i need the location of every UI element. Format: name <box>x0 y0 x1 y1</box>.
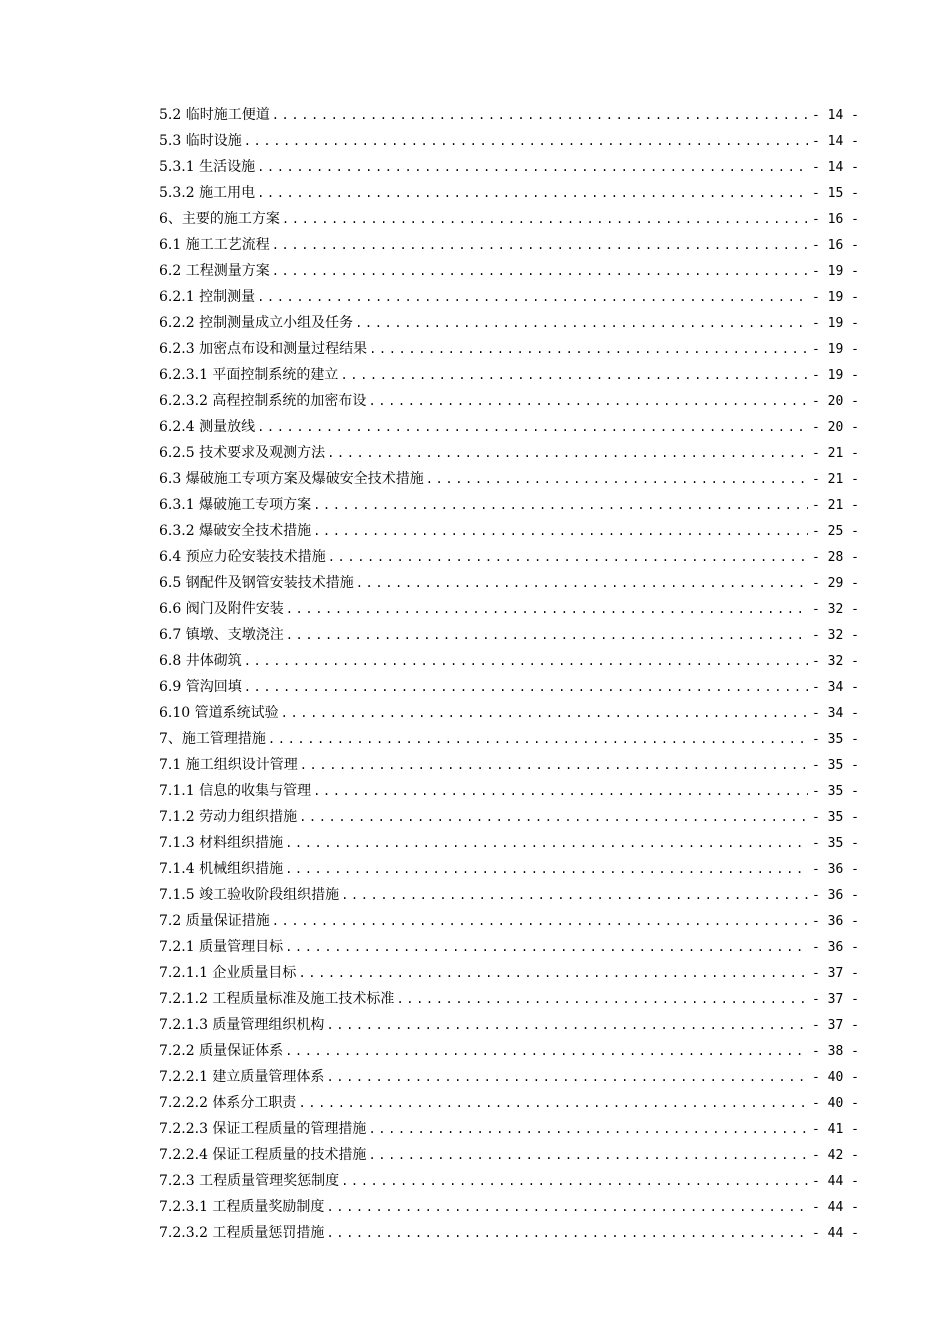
toc-entry-page-number: - 35 - <box>812 836 859 851</box>
toc-dot-leader <box>426 466 808 492</box>
toc-entry-page-number: - 44 - <box>812 1200 859 1215</box>
toc-dot-leader <box>341 882 808 908</box>
toc-dot-leader <box>313 492 808 518</box>
toc-entry-title: 7.1.1 信息的收集与管理 <box>159 783 312 799</box>
toc-dot-leader <box>313 518 808 544</box>
toc-entry[interactable] <box>159 492 859 518</box>
toc-entry[interactable] <box>159 102 859 128</box>
toc-entry-title: 7.2.2.2 体系分工职责 <box>159 1095 297 1111</box>
toc-entry-title: 6.2.5 技术要求及观测方法 <box>159 445 326 461</box>
toc-dot-leader <box>272 232 808 258</box>
toc-dot-leader <box>326 1012 808 1038</box>
toc-entry-title: 7、施工管理措施 <box>159 731 266 747</box>
toc-entry[interactable] <box>159 856 859 882</box>
toc-entry-title: 7.2.2.3 保证工程质量的管理措施 <box>159 1121 367 1137</box>
toc-entry-page-number: - 19 - <box>812 316 859 331</box>
toc-entry-title: 6.3 爆破施工专项方案及爆破安全技术措施 <box>159 471 424 487</box>
toc-entry-page-number: - 19 - <box>812 264 859 279</box>
toc-dot-leader <box>328 544 808 570</box>
toc-dot-leader <box>244 674 808 700</box>
toc-entry-page-number: - 37 - <box>812 1018 859 1033</box>
toc-entry-title: 7.1.4 机械组织措施 <box>159 861 284 877</box>
toc-entry-title: 6.5 钢配件及钢管安装技术措施 <box>159 575 354 591</box>
toc-entry[interactable] <box>159 752 859 778</box>
table-of-contents <box>159 102 859 1246</box>
toc-dot-leader <box>257 414 808 440</box>
toc-entry[interactable] <box>159 1116 859 1142</box>
toc-entry-page-number: - 25 - <box>812 524 859 539</box>
toc-dot-leader <box>272 908 808 934</box>
toc-entry-page-number: - 21 - <box>812 446 859 461</box>
toc-entry[interactable] <box>159 596 859 622</box>
toc-entry-page-number: - 35 - <box>812 732 859 747</box>
toc-entry-page-number: - 34 - <box>812 680 859 695</box>
toc-entry-page-number: - 15 - <box>812 186 859 201</box>
toc-entry-page-number: - 19 - <box>812 290 859 305</box>
toc-entry[interactable] <box>159 908 859 934</box>
toc-entry[interactable] <box>159 622 859 648</box>
toc-entry-title: 7.2.3.1 工程质量奖励制度 <box>159 1199 325 1215</box>
toc-entry-page-number: - 19 - <box>812 368 859 383</box>
toc-dot-leader <box>244 648 808 674</box>
toc-dot-leader <box>257 154 808 180</box>
toc-entry[interactable] <box>159 570 859 596</box>
toc-entry-title: 6.2.3.1 平面控制系统的建立 <box>159 367 339 383</box>
toc-entry-page-number: - 29 - <box>812 576 859 591</box>
toc-entry-page-number: - 14 - <box>812 108 859 123</box>
toc-dot-leader <box>369 336 808 362</box>
toc-entry[interactable] <box>159 1142 859 1168</box>
toc-entry-title: 6.8 井体砌筑 <box>159 653 242 669</box>
toc-entry-title: 7.2.1 质量管理目标 <box>159 939 284 955</box>
toc-entry-page-number: - 40 - <box>812 1070 859 1085</box>
toc-entry-title: 6.9 管沟回填 <box>159 679 242 695</box>
toc-entry-title: 5.3.2 施工用电 <box>159 185 256 201</box>
toc-entry[interactable] <box>159 154 859 180</box>
toc-entry[interactable] <box>159 1064 859 1090</box>
toc-entry[interactable] <box>159 1090 859 1116</box>
toc-dot-leader <box>272 258 808 284</box>
toc-dot-leader <box>396 986 808 1012</box>
toc-entry-title: 7.1.2 劳动力组织措施 <box>159 809 298 825</box>
toc-entry[interactable] <box>159 674 859 700</box>
toc-entry-title: 7.2.2.1 建立质量管理体系 <box>159 1069 325 1085</box>
toc-entry[interactable] <box>159 960 859 986</box>
toc-entry[interactable] <box>159 310 859 336</box>
toc-entry-page-number: - 36 - <box>812 914 859 929</box>
toc-entry-page-number: - 35 - <box>812 810 859 825</box>
toc-entry-title: 7.1 施工组织设计管理 <box>159 757 298 773</box>
toc-entry-title: 6.3.2 爆破安全技术措施 <box>159 523 312 539</box>
toc-dot-leader <box>326 1194 808 1220</box>
toc-entry-title: 6.2.3.2 高程控制系统的加密布设 <box>159 393 367 409</box>
toc-entry-title: 7.2.1.1 企业质量目标 <box>159 965 297 981</box>
toc-entry[interactable] <box>159 206 859 232</box>
toc-entry[interactable] <box>159 466 859 492</box>
toc-entry-page-number: - 42 - <box>812 1148 859 1163</box>
toc-dot-leader <box>368 388 808 414</box>
toc-dot-leader <box>300 752 808 778</box>
toc-entry[interactable] <box>159 1012 859 1038</box>
toc-entry-page-number: - 44 - <box>812 1226 859 1241</box>
toc-entry-title: 6.2 工程测量方案 <box>159 263 270 279</box>
toc-dot-leader <box>340 362 808 388</box>
toc-dot-leader <box>356 570 808 596</box>
toc-dot-leader <box>285 934 808 960</box>
toc-entry-page-number: - 36 - <box>812 862 859 877</box>
toc-entry[interactable] <box>159 804 859 830</box>
toc-dot-leader <box>326 1064 808 1090</box>
toc-entry-page-number: - 44 - <box>812 1174 859 1189</box>
toc-entry-title: 6.2.1 控制测量 <box>159 289 256 305</box>
toc-dot-leader <box>368 1142 808 1168</box>
toc-entry-title: 7.2.2.4 保证工程质量的技术措施 <box>159 1147 367 1163</box>
toc-entry-page-number: - 38 - <box>812 1044 859 1059</box>
toc-entry[interactable] <box>159 544 859 570</box>
toc-dot-leader <box>368 1116 808 1142</box>
toc-dot-leader <box>327 440 808 466</box>
toc-dot-leader <box>272 102 808 128</box>
toc-entry-page-number: - 35 - <box>812 784 859 799</box>
toc-dot-leader <box>286 622 808 648</box>
toc-entry-page-number: - 16 - <box>812 212 859 227</box>
toc-entry-title: 7.2.3 工程质量管理奖惩制度 <box>159 1173 340 1189</box>
toc-entry-page-number: - 36 - <box>812 888 859 903</box>
toc-entry-page-number: - 34 - <box>812 706 859 721</box>
toc-entry[interactable] <box>159 232 859 258</box>
toc-entry-page-number: - 21 - <box>812 498 859 513</box>
toc-dot-leader <box>326 1220 808 1246</box>
toc-dot-leader <box>286 596 808 622</box>
toc-entry-page-number: - 32 - <box>812 654 859 669</box>
toc-entry[interactable] <box>159 882 859 908</box>
toc-entry-title: 5.2 临时施工便道 <box>159 107 270 123</box>
toc-entry[interactable] <box>159 1038 859 1064</box>
toc-entry-title: 7.1.5 竣工验收阶段组织措施 <box>159 887 340 903</box>
toc-entry-title: 6.1 施工工艺流程 <box>159 237 270 253</box>
toc-entry[interactable] <box>159 726 859 752</box>
toc-entry[interactable] <box>159 830 859 856</box>
toc-entry-title: 7.2.3.2 工程质量惩罚措施 <box>159 1225 325 1241</box>
toc-entry-title: 6.2.4 测量放线 <box>159 419 256 435</box>
toc-dot-leader <box>257 284 808 310</box>
toc-dot-leader <box>257 180 808 206</box>
toc-entry[interactable] <box>159 440 859 466</box>
toc-entry-title: 7.1.3 材料组织措施 <box>159 835 284 851</box>
toc-dot-leader <box>313 778 808 804</box>
toc-entry[interactable] <box>159 1168 859 1194</box>
toc-entry[interactable] <box>159 1220 859 1246</box>
toc-entry[interactable] <box>159 700 859 726</box>
toc-entry-page-number: - 32 - <box>812 602 859 617</box>
toc-entry[interactable] <box>159 518 859 544</box>
toc-entry-title: 6.2.3 加密点布设和测量过程结果 <box>159 341 368 357</box>
toc-dot-leader <box>341 1168 808 1194</box>
toc-entry-title: 6.6 阀门及附件安装 <box>159 601 284 617</box>
toc-entry-title: 6.10 管道系统试验 <box>159 705 279 721</box>
toc-dot-leader <box>298 960 808 986</box>
toc-entry-page-number: - 28 - <box>812 550 859 565</box>
toc-entry-page-number: - 14 - <box>812 134 859 149</box>
toc-entry-title: 7.2.1.2 工程质量标准及施工技术标准 <box>159 991 395 1007</box>
toc-entry[interactable] <box>159 258 859 284</box>
toc-entry-title: 7.2.2 质量保证体系 <box>159 1043 284 1059</box>
toc-entry-title: 6.4 预应力砼安装技术措施 <box>159 549 326 565</box>
toc-entry-title: 7.2 质量保证措施 <box>159 913 270 929</box>
toc-entry-title: 6.3.1 爆破施工专项方案 <box>159 497 312 513</box>
toc-dot-leader <box>298 1090 808 1116</box>
toc-entry-title: 6.2.2 控制测量成立小组及任务 <box>159 315 354 331</box>
toc-entry-page-number: - 32 - <box>812 628 859 643</box>
toc-entry[interactable] <box>159 934 859 960</box>
toc-entry[interactable] <box>159 778 859 804</box>
toc-entry-title: 6、主要的施工方案 <box>159 211 280 227</box>
toc-entry[interactable] <box>159 362 859 388</box>
toc-entry-page-number: - 20 - <box>812 420 859 435</box>
toc-dot-leader <box>355 310 808 336</box>
toc-dot-leader <box>282 206 808 232</box>
toc-dot-leader <box>281 700 808 726</box>
toc-entry-title: 5.3 临时设施 <box>159 133 242 149</box>
toc-entry-title: 5.3.1 生活设施 <box>159 159 256 175</box>
toc-dot-leader <box>285 856 808 882</box>
toc-entry-page-number: - 41 - <box>812 1122 859 1137</box>
toc-entry[interactable] <box>159 128 859 154</box>
toc-entry-page-number: - 36 - <box>812 940 859 955</box>
toc-entry[interactable] <box>159 1194 859 1220</box>
toc-entry-page-number: - 21 - <box>812 472 859 487</box>
toc-entry-title: 6.7 镇墩、支墩浇注 <box>159 627 284 643</box>
toc-entry[interactable] <box>159 284 859 310</box>
toc-entry-page-number: - 37 - <box>812 992 859 1007</box>
toc-dot-leader <box>244 128 808 154</box>
toc-entry-page-number: - 19 - <box>812 342 859 357</box>
toc-entry[interactable] <box>159 648 859 674</box>
toc-dot-leader <box>299 804 808 830</box>
toc-entry[interactable] <box>159 414 859 440</box>
toc-entry[interactable] <box>159 388 859 414</box>
toc-entry-page-number: - 14 - <box>812 160 859 175</box>
toc-entry[interactable] <box>159 180 859 206</box>
toc-entry-page-number: - 35 - <box>812 758 859 773</box>
toc-entry-page-number: - 16 - <box>812 238 859 253</box>
toc-dot-leader <box>285 830 808 856</box>
toc-entry-title: 7.2.1.3 质量管理组织机构 <box>159 1017 325 1033</box>
toc-entry-page-number: - 20 - <box>812 394 859 409</box>
toc-dot-leader <box>285 1038 808 1064</box>
toc-entry[interactable] <box>159 986 859 1012</box>
toc-entry[interactable] <box>159 336 859 362</box>
toc-entry-page-number: - 37 - <box>812 966 859 981</box>
toc-dot-leader <box>268 726 808 752</box>
toc-entry-page-number: - 40 - <box>812 1096 859 1111</box>
